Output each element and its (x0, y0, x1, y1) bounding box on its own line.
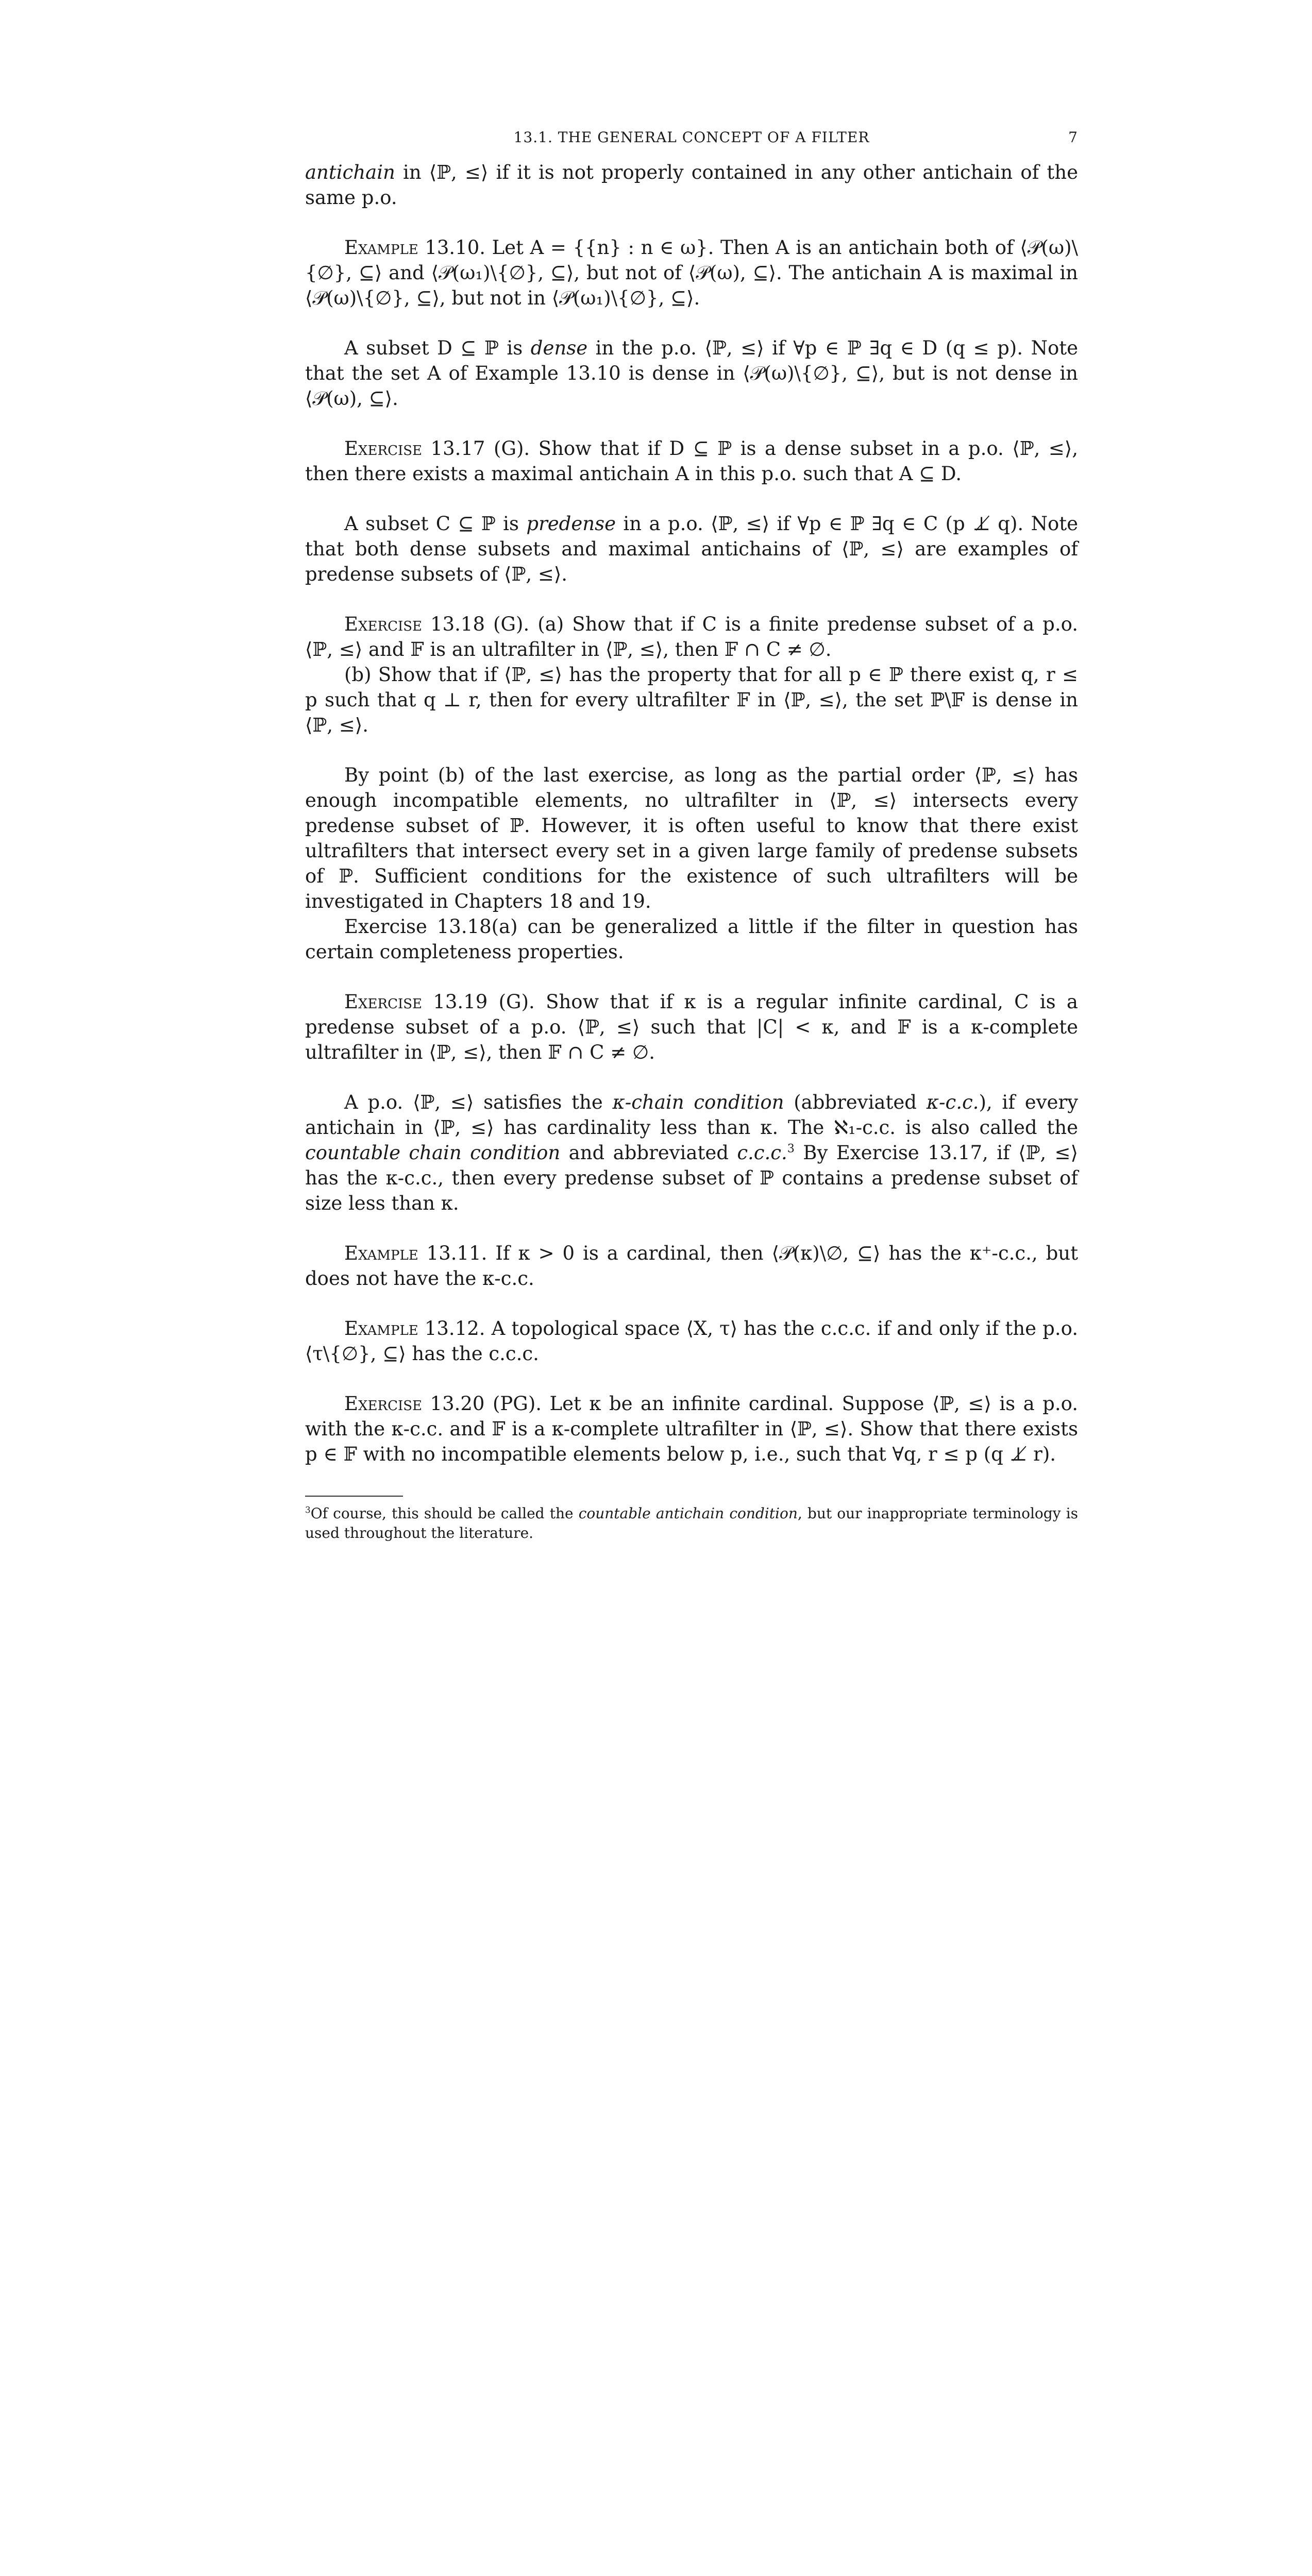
footnote-rule (305, 1496, 403, 1497)
page (305, 129, 1078, 1543)
running-head (305, 129, 1078, 160)
text-run: Let A = {{n} : n ∈ ω}. Then A is an antichain both of ⟨𝒫(ω)\{∅}, ⊆⟩ and ⟨𝒫(ω₁)\{∅}, ⊆⟩, but not of ⟨𝒫(ω), ⊆⟩. The antichain A is maximal in ⟨𝒫(ω)\{∅}, ⊆⟩, but not in ⟨𝒫(ω₁)\{∅}, ⊆⟩. (305, 236, 1078, 309)
paragraph-point-b (305, 762, 1078, 914)
footnote-marker: 3 (305, 1504, 311, 1515)
example-13-11 (305, 1241, 1078, 1291)
text-run: A subset C ⊆ ℙ is (344, 513, 527, 535)
text-run: By Exercise 13.17, if ⟨ℙ, ≤⟩ has the κ-c.c., then every predense subset of ℙ contains a predense subset of size less than κ. (305, 1142, 1078, 1214)
text-run: (G). Show that if κ is a regular infinite cardinal, C is a predense subset of a p.o. ⟨ℙ, ≤⟩ such that |C| < κ, and 𝔽 is a κ-complete ultrafilter in ⟨ℙ, ≤⟩, then 𝔽 ∩ C ≠ ∅. (305, 991, 1078, 1063)
definition-predense (305, 511, 1078, 587)
paragraph-antichain-tail (305, 160, 1078, 210)
text-run: A topological space ⟨X, τ⟩ has the c.c.c. if and only if the p.o. ⟨τ\{∅}, ⊆⟩ has the c.c.c. (305, 1317, 1078, 1365)
text-run: (G). Show that if D ⊆ ℙ is a dense subset in a p.o. ⟨ℙ, ≤⟩, then there exists a maximal antichain A in this p.o. such that A ⊆ D. (305, 437, 1078, 485)
page-number: 7 (1068, 129, 1078, 146)
exercise-13-18-a (305, 612, 1078, 662)
text-run: (b) Show that if ⟨ℙ, ≤⟩ has the property that for all p ∈ ℙ there exist q, r ≤ p such that q ⊥ r, then for every ultrafilter 𝔽 in ⟨ℙ, ≤⟩, the set ℙ\𝔽 is dense in ⟨ℙ, ≤⟩. (305, 664, 1078, 736)
item-label: Example 13.11. (344, 1242, 487, 1264)
item-label: Exercise 13.18 (344, 613, 485, 635)
body-text (305, 160, 1078, 1467)
example-13-12 (305, 1316, 1078, 1366)
text-run: antichain (305, 161, 395, 183)
running-title: 13.1. THE GENERAL CONCEPT OF A FILTER (513, 129, 870, 146)
footnote-marker: 3 (787, 1142, 795, 1156)
text-run: κ-c.c. (926, 1091, 979, 1113)
text-run: in the p.o. ⟨ℙ, ≤⟩ if ∀p ∈ ℙ ∃q ∈ D (q ≤ p). Note that the set A of Example 13.10 is dense in ⟨𝒫(ω)\{∅}, ⊆⟩, but is not dense in ⟨𝒫(ω), ⊆⟩. (305, 337, 1078, 410)
text-run: A subset D ⊆ ℙ is (344, 337, 531, 359)
paragraph-generalized (305, 914, 1078, 964)
item-label: Exercise 13.20 (344, 1393, 485, 1415)
text-run: c.c.c. (737, 1142, 787, 1164)
text-run: Of course, this should be called the (310, 1505, 579, 1522)
text-run: (G). (a) Show that if C is a finite predense subset of a p.o. ⟨ℙ, ≤⟩ and 𝔽 is an ultrafilter in ⟨ℙ, ≤⟩, then 𝔽 ∩ C ≠ ∅. (305, 613, 1078, 660)
definition-kappa-chain-condition (305, 1090, 1078, 1216)
text-run: , but our inappropriate terminology is used throughout the literature. (305, 1505, 1079, 1541)
text-run: countable chain condition (305, 1142, 561, 1164)
example-13-10 (305, 235, 1078, 311)
text-run: (abbreviated (784, 1091, 927, 1113)
text-run: dense (530, 337, 588, 359)
item-label: Exercise 13.19 (344, 991, 488, 1013)
text-run: predense (526, 513, 616, 535)
text-run: If κ > 0 is a cardinal, then ⟨𝒫(κ)\∅, ⊆⟩ has the κ⁺-c.c., but does not have the κ-c.c. (305, 1242, 1078, 1290)
text-run: and abbreviated (560, 1142, 737, 1164)
exercise-13-17 (305, 436, 1078, 486)
text-run: κ-chain condition (612, 1091, 784, 1113)
text-run: in ⟨ℙ, ≤⟩ if it is not properly contained in any other antichain of the same p.o. (305, 161, 1078, 209)
text-run: Exercise 13.18(a) can be generalized a little if the filter in question has certain completeness properties. (305, 916, 1078, 963)
exercise-13-20 (305, 1391, 1078, 1467)
text-run: ), if every antichain in ⟨ℙ, ≤⟩ has cardinality less than κ. The ℵ₁-c.c. is also called the (305, 1091, 1078, 1139)
footnote-3 (305, 1504, 1078, 1543)
text-run: (PG). Let κ be an infinite cardinal. Suppose ⟨ℙ, ≤⟩ is a p.o. with the κ-c.c. and 𝔽 is a κ-complete ultrafilter in ⟨ℙ, ≤⟩. Show that there exists p ∈ 𝔽 with no incompatible elements below p, i.e., such that ∀q, r ≤ p (q ⊥̸ r). (305, 1393, 1078, 1465)
item-label: Exercise 13.17 (344, 437, 485, 460)
text-run: By point (b) of the last exercise, as long as the partial order ⟨ℙ, ≤⟩ has enough incompatible elements, no ultrafilter in ⟨ℙ, ≤⟩ intersects every predense subset of ℙ. However, it is often useful to know that there exist ultrafilters that intersect every set in a given large family of predense subsets of ℙ. Sufficient conditions for the existence of such ultrafilters will be investigated in Chapters 18 and 19. (305, 764, 1078, 912)
text-run: A p.o. ⟨ℙ, ≤⟩ satisfies the (344, 1091, 613, 1113)
definition-dense (305, 335, 1078, 411)
text-run: in a p.o. ⟨ℙ, ≤⟩ if ∀p ∈ ℙ ∃q ∈ C (p ⊥̸ q). Note that both dense subsets and maximal antichains of ⟨ℙ, ≤⟩ are examples of predense subsets of ⟨ℙ, ≤⟩. (305, 513, 1078, 585)
item-label: Example 13.12. (344, 1317, 485, 1340)
text-run: countable antichain condition (578, 1505, 798, 1522)
exercise-13-19 (305, 989, 1078, 1065)
item-label: Example 13.10. (344, 236, 486, 259)
exercise-13-18-b (305, 662, 1078, 738)
